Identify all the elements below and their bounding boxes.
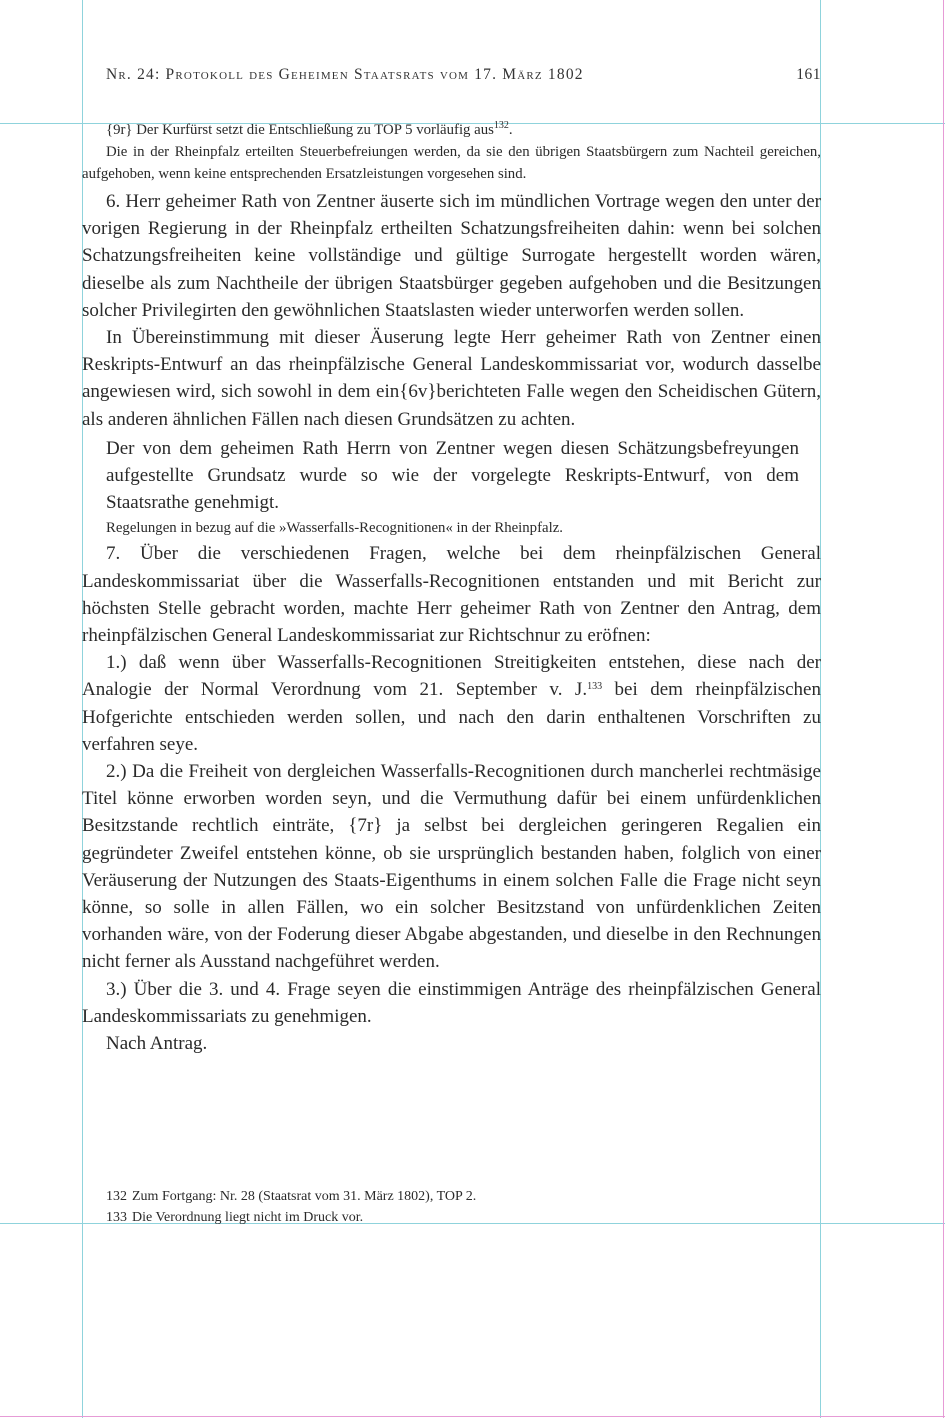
summary-water-recognitions: Regelungen in bezug auf die »Wasserfalls-Recognitionen« in der Rheinpfalz. [106,520,563,537]
footnote-ref-133[interactable]: 133 [587,681,603,693]
footnotes [106,1186,821,1228]
paragraph-point-3: 3.) Über die 3. und 4. Frage seyen die einstimmigen Anträge des rheinpfälzischen General Landeskommissariats zu genehmigen. [82,978,821,1027]
paragraph-rescript-draft: In Übereinstimmung mit dieser Äuserung legte Herr geheimer Rath von Zentner einen Reskripts-Entwurf an das rheinpfälzische General Landeskommissariat vor, wodurch dasselbe angewiesen wird, sich sowohl in dem ein{6v}berichteten Falle wegen den Scheidischen Gütern, als anderen ähnlichen Fällen nach diesen Grundsätzen zu achten. [82,327,821,430]
paragraph-item-7: 7. Über die verschiedenen Fragen, welche bei dem rheinpfälzischen General Landeskommissariat über die Wasserfalls-Recognitionen entstanden und mit Bericht zur höchsten Stelle gebracht worden, machte Herr geheimer Rath von Zentner den Antrag, dem rheinpfälzischen General Landeskommissariat zur Richtschnur zu eröfnen: [82,543,821,647]
paragraph-decision: Nach Antrag. [106,1033,208,1055]
decision-approved: Der von dem geheimen Rath Herrn von Zentner wegen diesen Schätzungsbefreyungen aufgestellte Grundsatz wurde so wie der vorgelegte Reskripts-Entwurf, von dem Staatsrathe genehmigt. [106,437,799,514]
footnote-132: 132 Zum Fortgang: Nr. 28 (Staatsrat vom 31. März 1802), TOP 2. [106,1189,477,1204]
paragraph-adjournment: {9r} Der Kurfürst setzt die Entschließung zu TOP 5 vorläufig aus$^{132}$. [106,120,513,138]
running-title: Nr. 24: Protokoll des Geheimen Staatsrats vom 17. März 1802 [106,66,584,83]
running-header [106,66,821,84]
paragraph-point-2: 2.) Da die Freiheit von dergleichen Wasserfalls-Recognitionen durch mancherlei rechtmäsige Titel könne erworben worden seyn, und die Vermuthung dafür bei einem unfürdenklichen Besitzstande rechtlich einträte, {7r} ja selbst bei dergleichen geringeren Regalien ein gegründeter Zweifel entstehen könne, ob sie ursprünglich bestanden haben, folglich von einer Veräuserung der Nutzungen des Staats-Eigenthums in einem solchen Falle die Frage nicht seyn könne, so solle in allen Fällen, wo ein solcher Besitzstand von unfürdenklichen Zeiten vorhanden wäre, von der Foderung dieser Abgabe abgestanden, und dieselbe in den Rechnungen nicht ferner als Ausstand nachgeführet werden. [82,761,821,973]
page-number: 161 [796,66,821,83]
page-edge-bottom [0,1416,945,1417]
paragraph-point-1: 1.) daß wenn über Wasserfalls-Recognitionen Streitigkeiten entstehen, diese nach der Analogie der Normal Verordnung vom 21. September v. J.$^{133}$ bei dem rheinpfälzischen Hofgerichte entschieden werden sollen, und nach den darin enthaltenen Vorschriften zu verfahren seye. [82,652,821,755]
paragraph-item-6: 6. Herr geheimer Rath von Zentner äuserte sich im mündlichen Vortrage wegen den unter der vorigen Regierung in der Rheinpfalz ertheilten Schatzungsfreiheiten dahin: wenn bei solchen Schatzungsfreiheiten keine vollständige und gültige Surrogate hergestellt worden wären, dieselbe als zum Nachtheile der übrigen Staatsbürger gegeben aufgehoben und die Besitzungen solcher Privilegirten den gewöhnlichen Staatslasten wieder unterworfen werden sollen. [82,191,821,321]
main-text [82,119,821,1057]
summary-tax-exemptions: Die in der Rheinpfalz erteilten Steuerbefreiungen werden, da sie den übrigen Staatsbürgern zum Nachteil gereichen, aufgehoben, wenn keine entsprechenden Ersatzleistungen vorgesehen sind. [82,144,821,182]
footnote-ref-132[interactable]: 132 [493,120,509,131]
page-edge-right [943,0,944,1418]
footnote-133: 133 Die Verordnung liegt nicht im Druck vor. [106,1210,364,1225]
